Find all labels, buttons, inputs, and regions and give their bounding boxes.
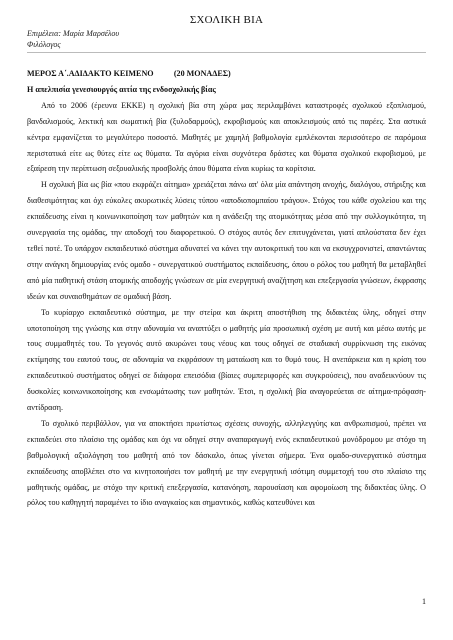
paragraph: Από το 2006 (έρευνα ΕΚΚΕ) η σχολική βία στη χώρα μας περιλαμβάνει καταστροφές σχολικού εξοπλισμού, βανδαλισμούς, λεκτική και σωματική βία (ξυλοδαρμούς), εκφοβισμούς και αποκλεισμούς από τις παρέες. Στα αστικά κέντρα εμφανίζεται το μεγαλύτερο ποσοστό. Μαθητές με χαμηλή βαθμολογία εμπλέκονται περισσότερο σε παρόμοια περιστατικά είτε ως θύτες είτε ως θύματα. Τα αγόρια είναι συχνότερα δράστες και θύματα σχολικού εκφοβισμού, με εξαίρεση την περίπτωση σεξουαλικής προσβολής όπου θύματα είναι κυρίως τα κορίτσια. xyxy=(27,100,426,174)
paragraph: Η σχολική βία ως βία «που εκφράζει αίτημα» χρειάζεται πάνω απ' όλα μία απάντηση ανοχής, διαλόγου, στήριξης και διαθεσιμότητας και όχι εύκολες ακυρωτικές λύσεις τύπου «αποδιοπομπαίου τράγου». Στόχος του κάθε σχολείου και της εκπαίδευσης είναι η κοινωνικοποίηση των μαθητών και η ανάδειξη της ατομικότητας μέσα από την συλλογικότητα, τη συνεργασία της ομάδας, την αποδοχή του διαφορετικού. Ο στόχος αυτός δεν επιτυγχάνεται, γιατί απλούστατα δεν έχει τεθεί ποτέ. Το υπάρχον εκπαιδευτικό σύστημα αδυνατεί να κάνει την αυτοκριτική του και να εκσυγχρονιστεί, απαντώντας στην ανάγκη δημιουργίας ενός ομαδο - συνεργατικού συστήματος εκπαίδευσης, όπου ο ρόλος του μαθητή θα μεταβληθεί από μία παθητική στάση ατομικής αποδοχής γνώσεων σε μία ενεργητική αναζήτηση και επεξεργασία γνώσεων, έκφρασης ιδεών και συναισθημάτων σε ομαδική βάση. xyxy=(27,180,426,301)
paragraph: Το κυρίαρχο εκπαιδευτικό σύστημα, με την στείρα και άκριτη αποστήθιση της διδακτέας ύλης, οδηγεί στην υποτοποίηση της γνώσης και στην αδυναμία να αναπτύξει ο μαθητής μία προσωπική σχέση με αυτή και μέσω αυτής με τους συμμαθητές του. Το γεγονός αυτό ακυρώνει τους νέους και τους οδηγεί σε σταδιακή συρρίκνωση της εικόνας εκτίμησης του εαυτού τους, σε αδυναμία να εκφράσουν τη ματαίωση και το θυμό τους. Η ανεπάρκεια και η κρίση του εκπαιδευτικού συστήματος οδηγεί σε διάφορα επεισόδια (βίαιες συμπεριφορές και συγκρούσεις), που αναδεικνύουν τις δυσκολίες κοινωνικοποίησης και ενσωμάτωσης των μαθητών. Έτσι, η σχολική βία αναγορεύεται σε αίτημα-πρόφαση-αντίδραση. xyxy=(27,307,426,413)
header-divider xyxy=(27,52,426,53)
author-role-line: Φιλόλογος xyxy=(27,40,61,49)
author-line: Επιμέλεια: Μαρία Μαρσέλου xyxy=(27,29,120,38)
document-title: ΣΧΟΛΙΚΗ ΒΙΑ xyxy=(189,14,264,26)
document-body xyxy=(27,66,426,511)
paragraph: Το σχολικό περιβάλλον, για να αποκτήσει πρωτίστως σχέσεις συνοχής, αλληλεγγύης και ανθρωπισμού, πρέπει να εκπαιδεύει στο πλαίσιο της ομάδας και όχι να οδηγεί στην αναπαραγωγή ενός εκπαιδευτικού μονόδρομου με στόχο τη βαθμολογική αξιολόγηση του μαθητή από τον δάσκαλο, όπως γίνεται σήμερα. Ένα ομαδο-συνεργατικό σύστημα εκπαίδευσης αποβλέπει στο να κινητοποιήσει τον μαθητή με την ενεργητική ισότιμη συμμετοχή του στο πλαίσιο της μαθητικής ομάδας, με στόχο την κριτική επεξεργασία, κατανόηση, παρουσίαση και αφομοίωση της διδακτέας ύλης. Ο ρόλος του καθηγητή παραμένει το ίδιο αναγκαίος και σημαντικός, καθώς κατευθύνει και xyxy=(27,418,426,508)
text-subheading: Η απελπισία γενεσιουργός αιτία της ενδοσχολικής βίας xyxy=(27,84,216,94)
section-heading: ΜΕΡΟΣ Α΄.ΑΔΙΔΑΚΤΟ ΚΕΙΜΕΝΟ (20 ΜΟΝΑΔΕΣ) xyxy=(27,69,231,78)
page-number: 1 xyxy=(422,597,426,606)
author-header xyxy=(27,28,119,50)
